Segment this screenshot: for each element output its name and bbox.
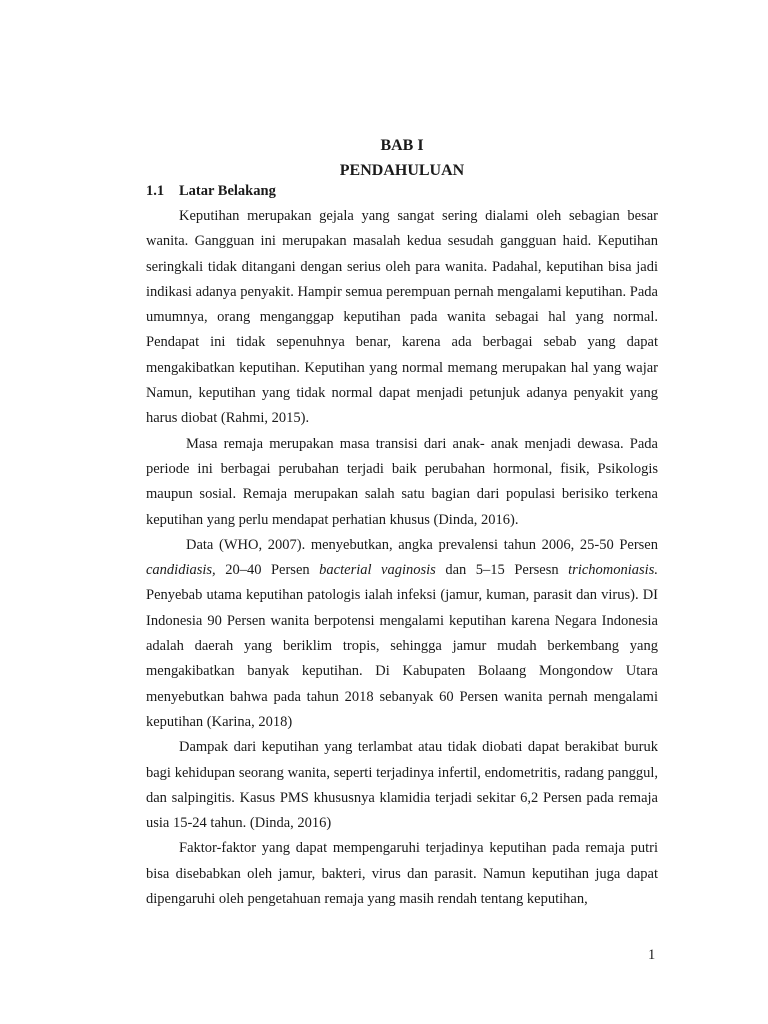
term-trichomoniasis: trichomoniasis.: [568, 562, 658, 579]
paragraph-3-text-3: dan 5–15 Persesn: [435, 562, 569, 579]
body-text: [146, 204, 658, 912]
paragraph-4: Dampak dari keputihan yang terlambat atau tidak diobati dapat berakibat buruk bagi kehidupan seorang wanita, seperti terjadinya infertil, endometritis, radang panggul, dan salpingitis. Kasus PMS khususnya klamidia terjadi sekitar 6,2 Persen pada remaja usia 15-24 tahun. (Dinda, 2016): [146, 739, 658, 832]
chapter-label: BAB I: [380, 137, 424, 154]
section-heading: [146, 182, 276, 200]
paragraph-3-text-2: 20–40 Persen: [215, 562, 320, 579]
term-candidiasis: candidiasis,: [146, 562, 216, 579]
paragraph-2: Masa remaja merupakan masa transisi dari anak- anak menjadi dewasa. Pada periode ini berbagai perubahan terjadi baik perubahan hormonal, fisik, Psikologis maupun sosial. Remaja merupakan salah satu bagian dari populasi berisiko terkena keputihan yang perlu mendapat perhatian khusus (Dinda, 2016).: [146, 435, 658, 528]
paragraph-3-text-4: Penyebab utama keputihan patologis ialah infeksi (jamur, kuman, parasit dan virus). DI Indonesia 90 Persen wanita berpotensi mengalami keputihan karena Negara Indonesia adalah daerah yang beriklim tropis, sehingga jamur mudah berkembang yang mengakibatkan banyak keputihan. Di Kabupaten Bolaang Mongondow Utara menyebutkan bahwa pada tahun 2018 sebanyak 60 Persen wanita pernah mengalami keputihan (Karina, 2018): [146, 587, 658, 730]
paragraph-5: Faktor-faktor yang dapat mempengaruhi terjadinya keputihan pada remaja putri bisa disebabkan oleh jamur, bakteri, virus dan parasit. Namun keputihan juga dapat dipengaruhi oleh pengetahuan remaja yang masih rendah tentang keputihan,: [146, 840, 658, 908]
page-number: 1: [648, 947, 656, 963]
paragraph-1: Keputihan merupakan gejala yang sangat sering dialami oleh sebagian besar wanita. Gangguan ini merupakan masalah kedua sesudah gangguan haid. Keputihan seringkali tidak ditangani dengan serius oleh para wanita. Padahal, keputihan bisa jadi indikasi adanya penyakit. Hampir semua perempuan pernah mengalami keputihan. Pada umumnya, orang menganggap keputihan pada wanita sebagai hal yang normal. Pendapat ini tidak sepenuhnya benar, karena ada berbagai sebab yang dapat mengakibatkan keputihan. Keputihan yang normal memang merupakan hal yang wajar Namun, keputihan yang tidak normal dapat menjadi petunjuk adanya penyakit yang harus diobat (Rahmi, 2015).: [146, 208, 658, 427]
term-bacterial-vaginosis: bacterial vaginosis: [319, 562, 436, 579]
chapter-title: PENDAHULUAN: [339, 162, 465, 179]
paragraph-3-text-1: Data (WHO, 2007). menyebutkan, angka prevalensi tahun 2006, 25-50 Persen: [186, 536, 658, 553]
paragraph-3: [146, 533, 658, 735]
section-title: Latar Belakang: [179, 183, 276, 199]
section-number: 1.1: [146, 183, 165, 199]
